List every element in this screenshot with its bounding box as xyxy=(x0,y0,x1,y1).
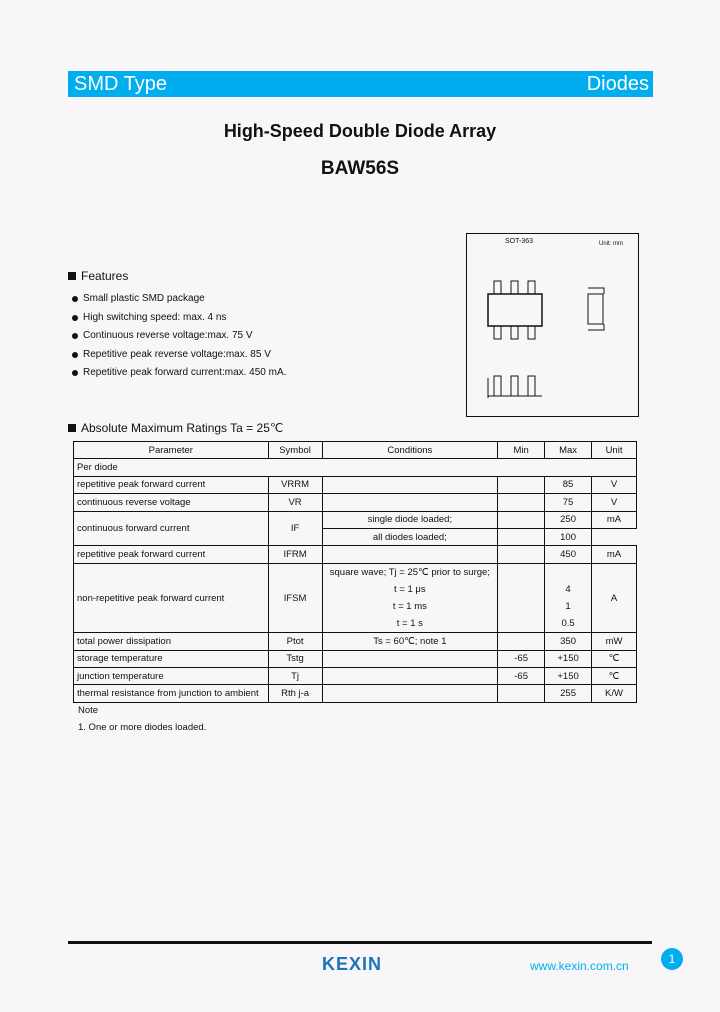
table-row xyxy=(74,650,637,667)
table-row xyxy=(74,546,637,563)
max-cell: 1 xyxy=(545,598,592,615)
table-row xyxy=(74,494,637,511)
unit-cell: A xyxy=(592,563,637,633)
package-drawing xyxy=(466,233,639,417)
symbol-cell: VRRM xyxy=(268,476,322,493)
min-cell xyxy=(498,563,545,633)
max-cell: 250 xyxy=(545,511,592,528)
conditions-cell xyxy=(322,650,498,667)
feature-item xyxy=(72,346,286,365)
feature-text: Continuous reverse voltage:max. 75 V xyxy=(83,330,253,341)
col-header: Max xyxy=(545,442,592,459)
table-row xyxy=(74,563,637,580)
conditions-cell xyxy=(322,685,498,702)
features-list xyxy=(72,290,286,383)
unit-cell: V xyxy=(592,476,637,493)
col-header: Conditions xyxy=(322,442,498,459)
param-cell: repetitive peak forward current xyxy=(74,476,269,493)
conditions-cell: all diodes loaded; xyxy=(322,528,498,545)
conditions-cell: Ts = 60℃; note 1 xyxy=(322,633,498,650)
conditions-cell xyxy=(322,668,498,685)
symbol-cell: IFSM xyxy=(268,563,322,633)
param-cell: junction temperature xyxy=(74,668,269,685)
min-cell xyxy=(498,685,545,702)
unit-cell: ℃ xyxy=(592,650,637,667)
param-cell: non-repetitive peak forward current xyxy=(74,563,269,633)
website-link[interactable]: www.kexin.com.cn xyxy=(530,959,629,973)
min-cell xyxy=(498,546,545,563)
table-row xyxy=(74,685,637,702)
max-cell: 450 xyxy=(545,546,592,563)
part-number: BAW56S xyxy=(320,158,400,179)
table-row xyxy=(74,511,637,528)
min-cell xyxy=(498,494,545,511)
max-cell xyxy=(545,563,592,580)
conditions-cell xyxy=(322,546,498,563)
conditions-cell xyxy=(322,476,498,493)
param-cell: repetitive peak forward current xyxy=(74,546,269,563)
unit-cell: K/W xyxy=(592,685,637,702)
feature-item xyxy=(72,290,286,309)
table-group-row xyxy=(74,459,637,476)
symbol-cell: IFRM xyxy=(268,546,322,563)
feature-item xyxy=(72,309,286,328)
bullet-icon xyxy=(72,370,78,376)
max-cell: 0.5 xyxy=(545,615,592,632)
table-header xyxy=(74,442,637,459)
symbol-cell: IF xyxy=(268,511,322,546)
symbol-cell: Rth j-a xyxy=(268,685,322,702)
conditions-cell: square wave; Tj = 25℃ prior to surge; xyxy=(322,563,498,580)
unit-cell: ℃ xyxy=(592,668,637,685)
ratings-heading xyxy=(68,421,283,435)
table-row xyxy=(74,476,637,493)
page-number: 1 xyxy=(661,948,683,970)
feature-item xyxy=(72,327,286,346)
param-cell: continuous reverse voltage xyxy=(74,494,269,511)
min-cell: -65 xyxy=(498,668,545,685)
bullet-icon xyxy=(72,352,78,358)
header-bar xyxy=(68,71,653,97)
max-cell: 85 xyxy=(545,476,592,493)
max-cell: 4 xyxy=(545,581,592,598)
min-cell xyxy=(498,633,545,650)
symbol-cell: Ptot xyxy=(268,633,322,650)
col-header: Symbol xyxy=(268,442,322,459)
package-outline-icon xyxy=(467,234,640,418)
features-heading xyxy=(68,269,128,283)
note-text: 1. One or more diodes loaded. xyxy=(78,722,207,733)
feature-item xyxy=(72,364,286,383)
footer-rule xyxy=(68,941,652,944)
param-cell: thermal resistance from junction to ambient xyxy=(74,685,269,702)
unit-cell: mA xyxy=(592,546,637,563)
col-header: Unit xyxy=(592,442,637,459)
max-cell: 350 xyxy=(545,633,592,650)
symbol-cell: Tj xyxy=(268,668,322,685)
bullet-icon xyxy=(72,296,78,302)
features-heading-text: Features xyxy=(81,269,129,283)
min-cell xyxy=(498,528,545,545)
conditions-cell: t = 1 μs xyxy=(322,581,498,598)
unit-cell: V xyxy=(592,494,637,511)
ratings-heading-text: Absolute Maximum Ratings Ta = 25℃ xyxy=(81,421,284,435)
min-cell xyxy=(498,511,545,528)
header-type: SMD Type xyxy=(74,72,167,95)
note-heading: Note xyxy=(78,705,99,716)
max-cell: +150 xyxy=(545,650,592,667)
feature-text: Small plastic SMD package xyxy=(83,293,205,304)
package-unit: Unit: mm xyxy=(599,241,623,247)
table-row xyxy=(74,668,637,685)
col-header: Parameter xyxy=(74,442,269,459)
feature-text: Repetitive peak forward current:max. 450 mA. xyxy=(83,367,287,378)
param-cell: storage temperature xyxy=(74,650,269,667)
group-label: Per diode xyxy=(74,459,637,476)
bullet-icon xyxy=(72,315,78,321)
max-cell: +150 xyxy=(545,668,592,685)
bullet-icon xyxy=(72,333,78,339)
unit-cell: mA xyxy=(592,511,637,528)
bullet-square-icon xyxy=(68,424,76,432)
conditions-cell: t = 1 ms xyxy=(322,598,498,615)
doc-title: High-Speed Double Diode Array xyxy=(223,121,497,141)
conditions-cell xyxy=(322,494,498,511)
header-category: Diodes xyxy=(586,72,649,95)
symbol-cell: VR xyxy=(268,494,322,511)
conditions-cell: t = 1 s xyxy=(322,615,498,632)
bullet-square-icon xyxy=(68,272,76,280)
feature-text: High switching speed: max. 4 ns xyxy=(83,311,227,323)
max-cell: 75 xyxy=(545,494,592,511)
col-header: Min xyxy=(498,442,545,459)
ratings-table xyxy=(73,441,637,703)
package-name: SOT-363 xyxy=(505,238,534,245)
conditions-cell: single diode loaded; xyxy=(322,511,498,528)
feature-text: Repetitive peak reverse voltage:max. 85 V xyxy=(83,348,271,360)
param-cell: total power dissipation xyxy=(74,633,269,650)
kexin-logo: KEXIN xyxy=(322,954,383,974)
min-cell xyxy=(498,476,545,493)
max-cell: 255 xyxy=(545,685,592,702)
max-cell: 100 xyxy=(545,528,592,545)
unit-cell: mW xyxy=(592,633,637,650)
table-row xyxy=(74,633,637,650)
symbol-cell: Tstg xyxy=(268,650,322,667)
min-cell: -65 xyxy=(498,650,545,667)
param-cell: continuous forward current xyxy=(74,511,269,546)
